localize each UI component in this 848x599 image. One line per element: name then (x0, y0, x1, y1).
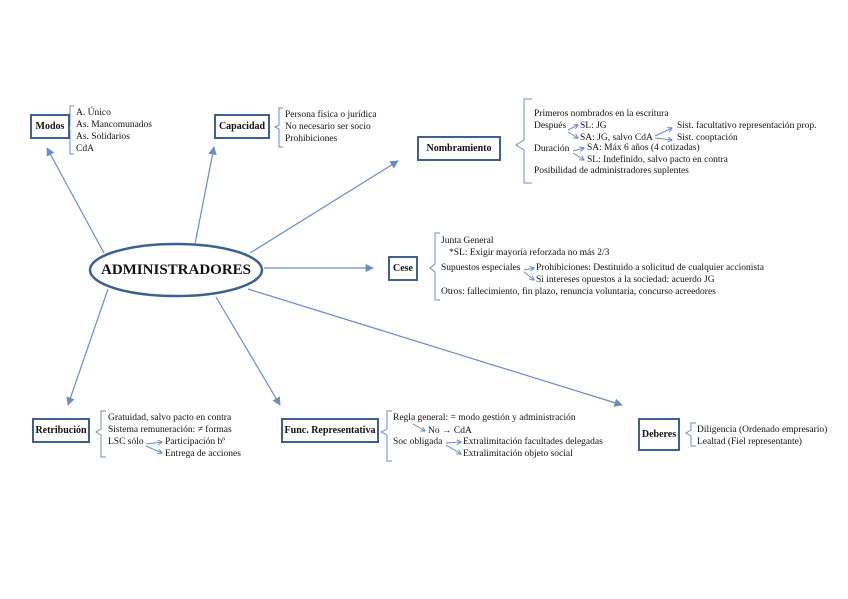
deberes-item-2: Lealtad (Fiel representante) (697, 437, 802, 447)
retribucion-box (32, 418, 90, 443)
retribucion-entrega: Entrega de acciones (165, 449, 241, 459)
sub-arrow-despues-sl (568, 125, 578, 130)
nombramiento-primeros: Primeros nombrados en la escritura (534, 109, 669, 119)
modos-item-2: As. Mancomunados (76, 120, 152, 130)
bracket-retribucion (96, 411, 106, 457)
capacidad-label: Capacidad (218, 120, 266, 132)
cese-label: Cese (393, 262, 413, 274)
modos-box (30, 114, 70, 139)
func-rep-extra-fac: Extralimitación facultades delegadas (463, 437, 603, 447)
retribucion-label: Retribución (35, 424, 87, 436)
nombramiento-label: Nombramiento (426, 142, 492, 154)
modos-item-3: As. Solidarios (76, 132, 130, 142)
cese-prohibiciones: Prohibiciones: Destituido a solicitud de cualquier accionista (536, 263, 764, 273)
retribucion-sistema: Sistema remuneración: ≠ formas (108, 425, 232, 435)
retribucion-gratuidad: Gratuidad, salvo pacto en contra (108, 413, 232, 423)
modos-item-1: A. Único (76, 108, 111, 118)
nombramiento-sl-jg: SL: JG (580, 121, 607, 131)
sub-arrow-soc-extra-obj (446, 445, 461, 454)
nombramiento-sist-facultativo: Sist. facultativo representación prop. (677, 121, 817, 131)
arrow-to-deberes (248, 289, 622, 405)
func-rep-box (281, 418, 379, 443)
sub-arrow-lsc-entrega (146, 446, 162, 453)
cese-junta: Junta General (441, 236, 494, 246)
bracket-func-rep (381, 411, 392, 461)
cese-otros: Otros: fallecimiento, fin plazo, renuncia voluntaria, concurso acreedores (441, 287, 716, 297)
nombramiento-box (417, 136, 501, 161)
capacidad-item-1: Persona física o jurídica (285, 110, 377, 120)
arrow-to-func-rep (216, 297, 280, 405)
arrow-to-retribucion (68, 289, 108, 405)
nombramiento-sist-cooptacion: Sist. cooptación (677, 133, 738, 143)
cese-supuestos: Supuestos especiales (441, 263, 521, 273)
nombramiento-sa-max: SA: Máx 6 años (4 cotizadas) (587, 143, 700, 153)
bracket-nombramiento (516, 99, 532, 183)
func-rep-no-cda: No → CdA (428, 426, 472, 436)
arrow-to-modos (47, 148, 104, 253)
bracket-deberes (686, 423, 696, 446)
sub-arrow-duracion-sl (573, 153, 584, 160)
func-rep-label: Func. Representativa (284, 424, 376, 436)
arrow-to-capacidad (195, 147, 214, 244)
sub-arrow-duracion-sa (573, 148, 584, 151)
deberes-item-1: Diligencia (Ordenado empresario) (697, 425, 828, 435)
capacidad-box (214, 114, 270, 139)
cese-box (388, 256, 418, 281)
bracket-capacidad (275, 108, 283, 147)
sub-arrow-sa-cooptacion (655, 138, 672, 140)
cese-sl-mayoria: *SL: Exigir mayoría reforzada no más 2/3 (449, 248, 610, 258)
deberes-box (638, 418, 680, 451)
nombramiento-duracion: Duración (534, 144, 570, 154)
func-rep-soc-obligada: Soc obligada (393, 437, 443, 447)
sub-arrow-supuestos-intereses (524, 272, 534, 280)
modos-item-4: CdA (76, 144, 94, 154)
deberes-label: Deberes (641, 428, 677, 440)
capacidad-item-2: No necesario ser socio (285, 122, 371, 132)
nombramiento-sa-jg: SA: JG, salvo CdA (580, 133, 653, 143)
nombramiento-sl-indef: SL: Indefinido, salvo pacto en contra (587, 155, 728, 165)
modos-label: Modos (35, 120, 65, 132)
bracket-cese (430, 233, 440, 300)
func-rep-extra-obj: Extralimitación objeto social (463, 449, 573, 459)
capacidad-item-3: Prohibiciones (285, 134, 338, 144)
func-rep-regla: Regla general: = modo gestión y administración (393, 413, 576, 423)
sub-arrow-supuestos-prohib (524, 268, 534, 270)
sub-arrow-sa-facultativo (655, 128, 672, 136)
nombramiento-suplentes: Posibilidad de administradores suplentes (534, 166, 689, 176)
retribucion-participacion: Participación bº (165, 437, 226, 447)
center-label: ADMINISTRADORES (100, 261, 252, 278)
nombramiento-despues: Después (534, 121, 567, 131)
arrow-to-nombramiento (250, 161, 398, 253)
sub-arrow-lsc-participacion (146, 442, 162, 444)
sub-arrow-regla-no (413, 424, 425, 431)
cese-intereses: Si intereses opuestos a la sociedad: acuerdo JG (536, 275, 715, 285)
retribucion-lsc: LSC sólo (108, 437, 144, 447)
sub-arrow-soc-extra-fac (446, 442, 461, 443)
sub-arrow-despues-sa (568, 132, 578, 138)
